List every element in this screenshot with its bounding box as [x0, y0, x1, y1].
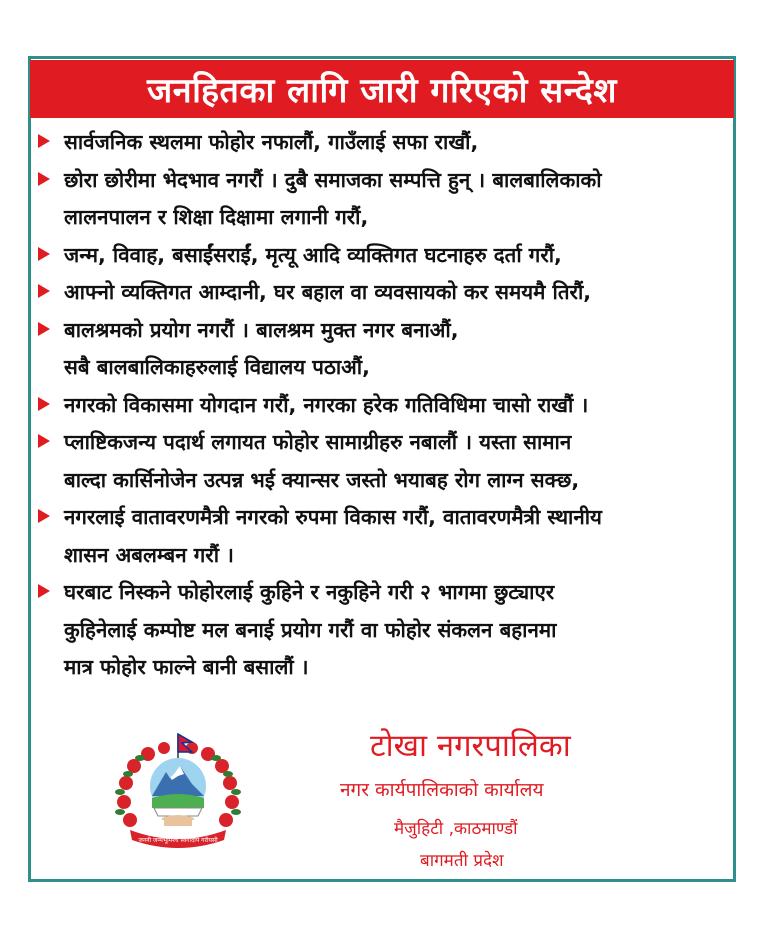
nepal-emblem-icon: [108, 728, 248, 852]
message-line: मात्र फोहोर फाल्ने बानी बसालौं ।: [64, 655, 309, 679]
message-line: कुहिनेलाई कम्पोष्ट मल बनाई प्रयोग गरौं वा फोहोर संकलन बहानमा: [64, 617, 557, 642]
message-line: सार्वजनिक स्थलमा फोहोर नफालौं, गाउँलाई सफा राखौं,: [64, 130, 479, 154]
office-address: मैजुहिटी ,काठमाण्डौं: [394, 819, 518, 839]
bullet-triangle-icon: [38, 172, 50, 186]
message-line: लालनपालन र शिक्षा दिक्षामा लगानी गरौं,: [64, 205, 369, 229]
message-item: [38, 574, 734, 687]
message-item: [38, 237, 734, 275]
notice-title: जनहितका लागि जारी गरिएको सन्देश: [147, 71, 617, 111]
bullet-triangle-icon: [38, 284, 50, 298]
message-line: प्लाष्टिकजन्य पदार्थ लगायत फोहोर सामाग्रीहरु नबालौं । यस्ता सामान: [64, 430, 572, 454]
message-line: नगरको विकासमा योगदान गरौं, नगरका हरेक गतिविधिमा चासो राखौं ।: [64, 392, 589, 417]
message-item: [38, 312, 734, 387]
message-item: [38, 274, 734, 312]
bullet-triangle-icon: [38, 397, 50, 411]
message-line: घरबाट निस्कने फोहोरलाई कुहिने र नकुहिने गरी २ भागमा छुट्याएर: [64, 580, 555, 604]
message-item: [38, 162, 734, 237]
message-line: आफ्नो व्यक्तिगत आम्दानी, घर बहाल वा व्यवसायको कर समयमै तिरौं,: [64, 280, 592, 304]
emblem: [108, 728, 248, 852]
bullet-triangle-icon: [38, 509, 50, 523]
province-name: बागमती प्रदेश: [420, 851, 504, 871]
message-line: नगरलाई वातावरणमैत्री नगरको रुपमा विकास गरौं, वातावरणमैत्री स्थानीय: [64, 505, 602, 529]
bullet-triangle-icon: [38, 134, 50, 148]
message-line: शासन अबलम्बन गरौं ।: [64, 542, 234, 567]
message-item: [38, 124, 734, 162]
bullet-triangle-icon: [38, 434, 50, 448]
message-item: [38, 499, 734, 574]
emblem-motto: जननी जन्मभूमिश्च स्वर्गादपि गरीयसी: [138, 837, 218, 844]
title-banner: [30, 60, 734, 118]
bullet-triangle-icon: [38, 247, 50, 261]
message-line: सबै बालबालिकाहरुलाई विद्यालय पठाऔं,: [64, 355, 370, 379]
municipality-name: टोखा नगरपालिका: [370, 728, 571, 764]
message-item: [38, 424, 734, 499]
message-item: [38, 387, 734, 425]
bullet-triangle-icon: [38, 322, 50, 336]
message-line: बालश्रमको प्रयोग नगरौं । बालश्रम मुक्त नगर बनाऔं,: [64, 317, 459, 342]
message-line: छोरा छोरीमा भेदभाव नगरौं । दुबै समाजका सम्पत्ति हुन् । बालबालिकाको: [64, 167, 602, 192]
message-line: जन्म, विवाह, बसाईंसराईं, मृत्यू आदि व्यक्तिगत घटनाहरु दर्ता गरौं,: [64, 242, 562, 267]
message-line: बाल्दा कार्सिनोजेन उत्पन्न भई क्यान्सर जस्तो भयाबह रोग लाग्न सक्छ,: [64, 467, 580, 492]
bullet-triangle-icon: [38, 584, 50, 598]
office-name: नगर कार्यपालिकाको कार्यालय: [340, 779, 544, 801]
message-list: [38, 124, 734, 687]
